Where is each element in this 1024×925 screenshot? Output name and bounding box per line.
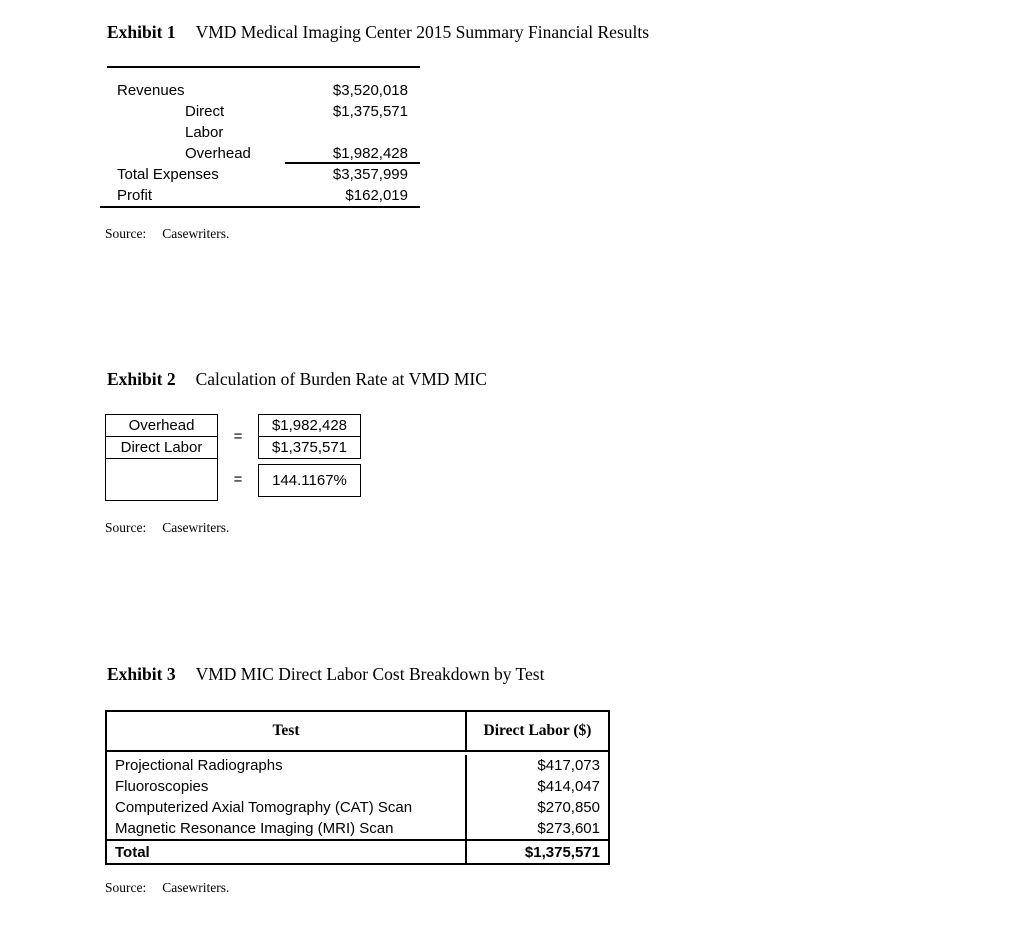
table-row-profit xyxy=(107,185,420,206)
source-label: Source: xyxy=(105,520,147,535)
table-row-revenues xyxy=(107,80,420,101)
row-label: Overhead xyxy=(185,145,251,162)
exhibit1-source-note xyxy=(105,226,229,242)
exhibit2-label: Exhibit 2 xyxy=(107,369,176,389)
labor-cost-cell: $414,047 xyxy=(537,778,600,795)
table-header-row xyxy=(107,712,608,752)
table-bottom-rule xyxy=(100,206,420,208)
table-row xyxy=(107,818,608,839)
burden-rate-result-cell: 144.1167% xyxy=(258,464,361,497)
source-value: Casewriters. xyxy=(162,880,230,895)
source-value: Casewriters. xyxy=(162,520,230,535)
empty-cell xyxy=(105,458,218,501)
exhibit2-heading xyxy=(107,369,487,390)
table-row-overhead xyxy=(107,143,420,164)
exhibit3-title: VMD MIC Direct Labor Cost Breakdown by Test xyxy=(195,664,545,684)
source-value: Casewriters. xyxy=(162,226,230,241)
test-name-cell: Fluoroscopies xyxy=(107,776,467,797)
denominator-label-cell: Direct Labor xyxy=(105,436,218,459)
row-value xyxy=(285,122,420,143)
result-equals-sign: = xyxy=(233,471,243,488)
row-value: $162,019 xyxy=(345,187,408,204)
row-label: Labor xyxy=(185,124,224,141)
total-value-cell: $1,375,571 xyxy=(524,844,600,861)
row-label: Direct xyxy=(185,103,225,120)
labor-cost-cell: $417,073 xyxy=(537,757,600,774)
exhibit2-source-note xyxy=(105,520,229,536)
equals-sign: = xyxy=(233,428,243,445)
row-value: $3,357,999 xyxy=(332,166,408,183)
exhibit2-burden-rate-table xyxy=(105,414,363,506)
row-label: Profit xyxy=(117,187,153,204)
table-row-total-expenses xyxy=(107,164,420,185)
table-body xyxy=(107,752,608,839)
labor-cost-cell: $273,601 xyxy=(537,820,600,837)
exhibit3-label: Exhibit 3 xyxy=(107,664,176,684)
numerator-value-cell: $1,982,428 xyxy=(258,414,361,437)
exhibit1-title: VMD Medical Imaging Center 2015 Summary Financial Results xyxy=(195,22,650,42)
table-row-labor xyxy=(107,122,420,143)
table-row xyxy=(107,776,608,797)
table-row-direct xyxy=(107,101,420,122)
exhibit1-financial-table xyxy=(107,66,420,208)
row-label: Revenues xyxy=(117,82,185,99)
exhibit3-source-note xyxy=(105,880,229,896)
table-row xyxy=(107,797,608,818)
test-name-cell: Computerized Axial Tomography (CAT) Scan xyxy=(107,797,467,818)
exhibit3-labor-cost-table xyxy=(105,710,610,865)
row-value: $3,520,018 xyxy=(332,82,408,99)
denominator-value-cell: $1,375,571 xyxy=(258,436,361,459)
source-label: Source: xyxy=(105,226,147,241)
exhibit1-label: Exhibit 1 xyxy=(107,22,176,42)
exhibit2-title: Calculation of Burden Rate at VMD MIC xyxy=(195,369,487,389)
column-header-direct-labor: Direct Labor ($) xyxy=(483,722,592,739)
row-label: Total Expenses xyxy=(117,166,219,183)
numerator-label-cell: Overhead xyxy=(105,414,218,437)
table-total-row xyxy=(107,839,608,863)
total-label-cell: Total xyxy=(107,841,467,863)
column-header-test: Test xyxy=(107,712,467,750)
exhibit3-heading xyxy=(107,664,544,685)
row-value: $1,982,428 xyxy=(285,143,420,164)
row-value: $1,375,571 xyxy=(332,103,408,120)
labor-cost-cell: $270,850 xyxy=(537,799,600,816)
test-name-cell: Magnetic Resonance Imaging (MRI) Scan xyxy=(107,818,467,839)
table-row xyxy=(107,755,608,776)
source-label: Source: xyxy=(105,880,147,895)
exhibit1-heading xyxy=(107,22,649,43)
test-name-cell: Projectional Radiographs xyxy=(107,755,467,776)
